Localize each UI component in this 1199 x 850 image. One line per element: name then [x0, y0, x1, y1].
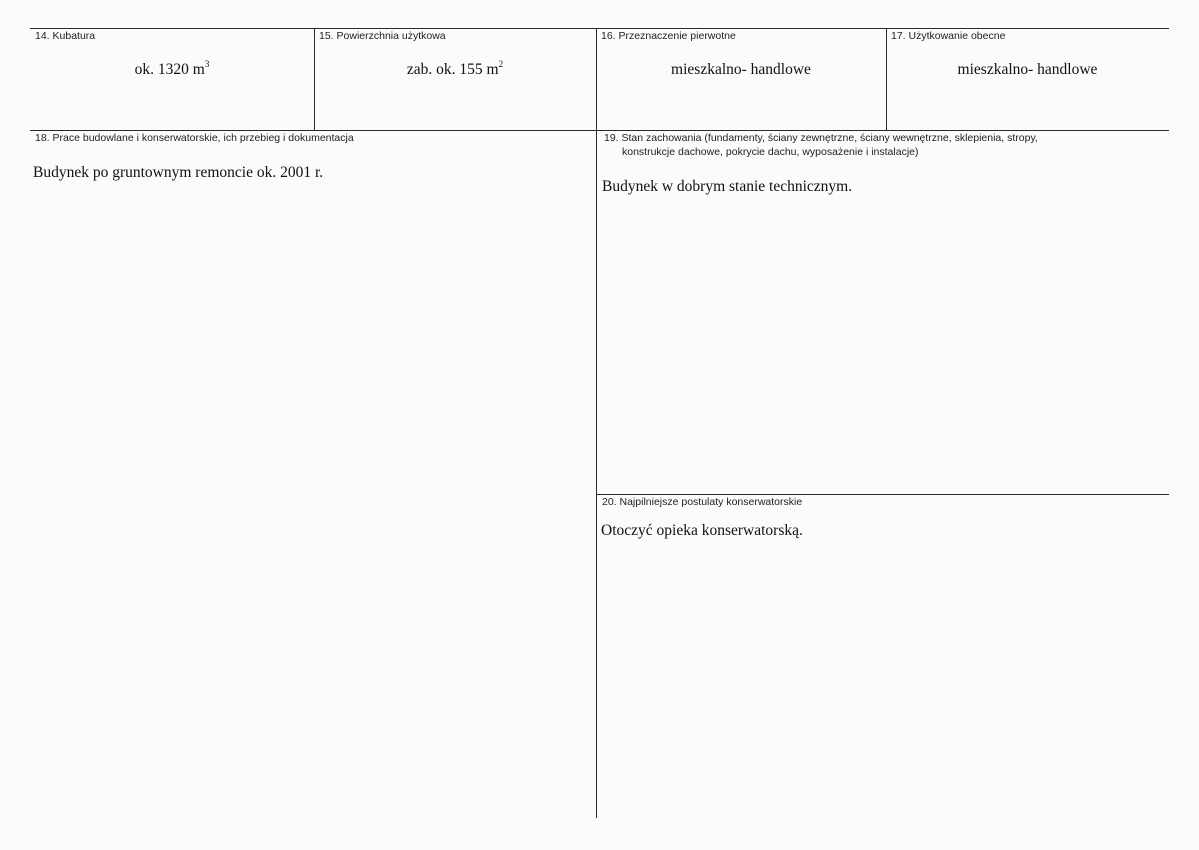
field-14-label: 14. Kubatura [35, 30, 96, 42]
field-18-value: Budynek po gruntownym remoncie ok. 2001 r. [33, 164, 324, 181]
field-20-label: 20. Najpilniejsze postulaty konserwatorskie [602, 496, 803, 508]
field-20-value: Otoczyć opieka konserwatorską. [601, 522, 803, 539]
field-15-value [314, 61, 596, 79]
field-17-value: mieszkalno- handlowe [957, 61, 1098, 78]
section-20-top-border [596, 494, 1169, 495]
field-15-value-exponent: 2 [498, 59, 504, 69]
field-14-value-text: ok. 1320 m [134, 61, 205, 78]
row-divider [30, 130, 1169, 131]
field-14-value [30, 61, 314, 79]
table-top-border [30, 28, 1169, 29]
field-19-label-line1: 19. Stan zachowania (fundamenty, ściany zewnętrzne, ściany wewnętrzne, sklepienia, stropy, [604, 132, 1038, 144]
column-divider-15-16 [596, 28, 597, 818]
field-15-label: 15. Powierzchnia użytkowa [319, 30, 446, 42]
field-19-label-line2: konstrukcje dachowe, pokrycie dachu, wyposażenie i instalacje) [622, 146, 919, 158]
field-17-label: 17. Użytkowanie obecne [891, 30, 1006, 42]
column-divider-14-15 [314, 28, 315, 130]
field-14-value-exponent: 3 [204, 59, 210, 69]
field-18-label: 18. Prace budowlane i konserwatorskie, ich przebieg i dokumentacja [35, 132, 354, 144]
field-16-value: mieszkalno- handlowe [671, 61, 811, 78]
field-15-value-text: zab. ok. 155 m [406, 61, 499, 78]
field-19-value: Budynek w dobrym stanie technicznym. [602, 178, 853, 195]
field-16-label: 16. Przeznaczenie pierwotne [601, 30, 736, 42]
column-divider-16-17 [886, 28, 887, 130]
